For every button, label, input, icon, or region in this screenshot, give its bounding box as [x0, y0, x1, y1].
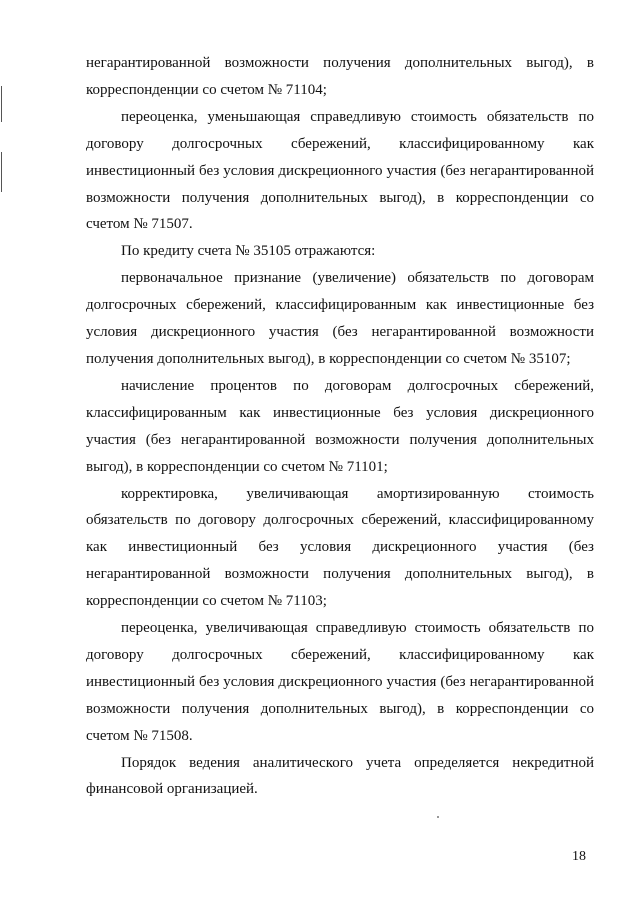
paragraph-revaluation-increase: переоценка, увеличивающая справедливую стоимость обязательств по договору долгосрочных сбережений, классифицированному как инвестиционный без условия дискреционного участия (без негарантированной возможности получения дополнительных выгод), в корреспонденции со счетом № 71508.	[86, 620, 594, 744]
document-page-body	[86, 50, 594, 803]
paragraph-analytical-accounting: Порядок ведения аналитического учета определяется некредитной финансовой организацией.	[86, 754, 594, 798]
paragraph-continuation: негарантированной возможности получения дополнительных выгод), в корреспонденции со счетом № 71104;	[86, 55, 594, 98]
paragraph-initial-recognition: первоначальное признание (увеличение) обязательств по договорам долгосрочных сбережений, классифицированным как инвестиционные без условия дискреционного участия (без негарантированной возможности получения дополнительных выгод), в корреспонденции со счетом № 35107;	[86, 270, 594, 367]
paragraph-amortized-cost-adjustment: корректировка, увеличивающая амортизированную стоимость обязательств по договору долгосрочных сбережений, классифицированному как инвестиционный без условия дискреционного участия (без негарантированной возможности получения дополнительных выгод), в корреспонденции со счетом № 71103;	[86, 485, 594, 610]
page-number: 18	[572, 849, 586, 864]
paragraph-credit-heading: По кредиту счета № 35105 отражаются:	[121, 243, 376, 260]
paragraph-revaluation-decrease: переоценка, уменьшающая справедливую стоимость обязательств по договору долгосрочных сбережений, классифицированному как инвестиционный без условия дискреционного участия (без негарантированной возможности получения дополнительных выгод), в корреспонденции со счетом № 71507.	[86, 108, 594, 233]
scan-speck	[437, 816, 439, 818]
margin-scan-mark	[1, 86, 2, 122]
paragraph-interest-accrual: начисление процентов по договорам долгосрочных сбережений, классифицированным как инвестиционные без условия дискреционного участия (без негарантированной возможности получения дополнительных выгод), в корреспонденции со счетом № 71101;	[86, 377, 594, 475]
margin-scan-mark	[1, 152, 2, 192]
